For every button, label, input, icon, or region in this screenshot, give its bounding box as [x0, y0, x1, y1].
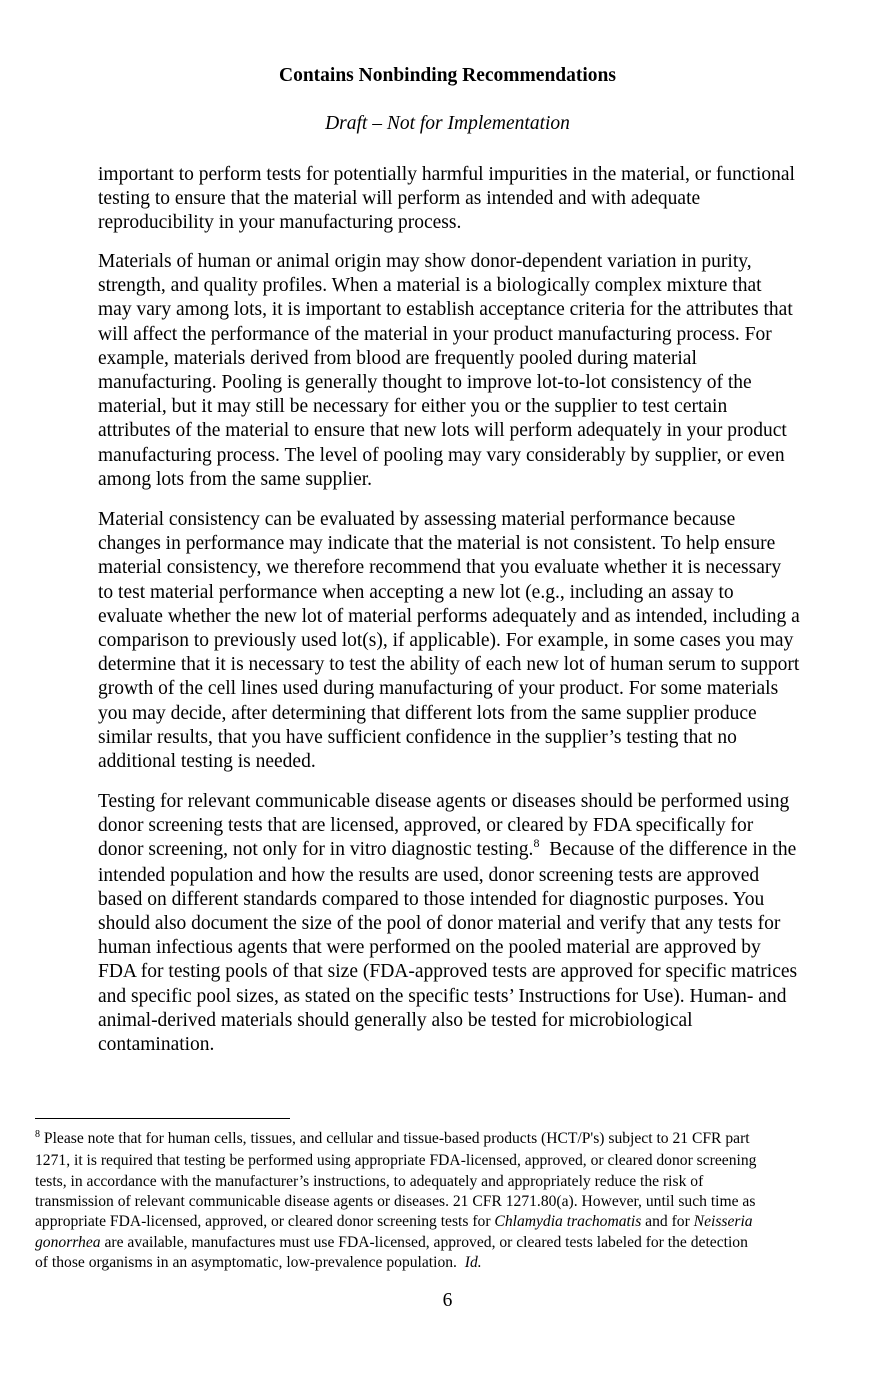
footnote-reference: 8	[35, 1129, 40, 1140]
text-line: attributes of the material to ensure that new lots will perform adequately in your product	[98, 420, 787, 442]
text-line: growth of the cell lines used during manufacturing of your product. For some materials	[98, 678, 779, 700]
text-line: additional testing is needed.	[98, 751, 316, 773]
text-line: to test material performance when accepting a new lot (e.g., including an assay to	[98, 581, 734, 603]
text-segment: appropriate FDA-licensed, approved, or cleared donor screening tests for	[35, 1213, 495, 1231]
body-paragraph	[98, 508, 878, 774]
text-line: manufacturing process. The level of pooling may vary considerably by supplier, or even	[98, 444, 785, 466]
text-segment: Chlamydia trachomatis	[494, 1213, 642, 1231]
text-line: determine that it is necessary to test the ability of each new lot of human serum to support	[98, 654, 800, 676]
text-line: important to perform tests for potentially harmful impurities in the material, or functional	[98, 164, 795, 185]
text-line	[35, 1212, 875, 1232]
text-line: 1271, it is required that testing be performed using appropriate FDA-licensed, approved, or cleared donor screening	[35, 1152, 757, 1170]
text-line: tests, in accordance with the manufacturer’s instructions, to adequately and appropriately reduce the risk of	[35, 1172, 704, 1190]
text-line: material consistency, we therefore recommend that you evaluate whether it is necessary	[98, 557, 782, 579]
footnote-separator	[35, 1118, 290, 1119]
text-line	[35, 1129, 875, 1151]
text-segment: Please note that for human cells, tissues, and cellular and tissue-based products (HCT/P's) subject to 21 CFR part	[40, 1130, 750, 1147]
text-line: you may decide, after determining that different lots from the same supplier produce	[98, 702, 757, 724]
text-line: comparison to previously used lot(s), if applicable). For example, in some cases you may	[98, 630, 794, 652]
body-paragraph	[98, 250, 878, 492]
page-number: 6	[442, 1290, 453, 1311]
footnote	[35, 1129, 875, 1273]
text-line: and specific pool sizes, as stated on the specific tests’ Instructions for Use). Human- and	[98, 985, 787, 1007]
text-line: donor screening tests that are licensed, approved, or cleared by FDA specifically for	[98, 815, 754, 837]
text-line: will affect the performance of the material in your product manufacturing process. For	[98, 323, 772, 345]
text-segment: and for	[641, 1213, 694, 1231]
text-line: Materials of human or animal origin may show donor-dependent variation in purity,	[98, 251, 752, 272]
body-paragraph	[98, 163, 878, 236]
text-segment: of those organisms in an asymptomatic, low-prevalence population.	[35, 1254, 465, 1272]
text-segment: gonorrhea	[35, 1233, 101, 1251]
text-line: should also document the size of the pool of donor material and verify that any tests for	[98, 913, 781, 935]
text-line: similar results, that you have sufficient confidence in the supplier’s testing that no	[98, 726, 737, 748]
text-line: material, but it may still be necessary for either you or the supplier to test certain	[98, 396, 728, 418]
footnote-reference: 8	[533, 836, 540, 851]
text-line: changes in performance may indicate that the material is not consistent. To help ensure	[98, 533, 776, 555]
text-segment: donor screening, not only for in vitro diagnostic testing.	[98, 839, 534, 861]
text-line: FDA for testing pools of that size (FDA-approved tests are approved for specific matrices	[98, 961, 798, 983]
text-line: transmission of relevant communicable disease agents or diseases. 21 CFR 1271.80(a). However, until such time as	[35, 1193, 756, 1211]
text-line: strength, and quality profiles. When a material is a biologically complex mixture that	[98, 275, 762, 297]
text-line: example, materials derived from blood are frequently pooled during material	[98, 347, 697, 369]
text-line	[35, 1253, 875, 1273]
text-line: contamination.	[98, 1034, 215, 1056]
document-header-title: Contains Nonbinding Recommendations	[279, 65, 616, 86]
document-draft-notice: Draft – Not for Implementation	[325, 113, 570, 134]
text-line: based on different standards compared to those intended for diagnostic purposes. You	[98, 888, 765, 910]
body-paragraph	[98, 790, 878, 1057]
text-line: Testing for relevant communicable disease agents or diseases should be performed using	[98, 791, 790, 812]
text-line	[35, 1233, 875, 1253]
text-segment: Id.	[464, 1254, 482, 1272]
text-line: intended population and how the results are used, donor screening tests are approved	[98, 864, 760, 886]
text-line: manufacturing. Pooling is generally thought to improve lot-to-lot consistency of the	[98, 372, 752, 394]
text-line: evaluate whether the new lot of material performs adequately and as intended, including a	[98, 605, 800, 627]
text-line: among lots from the same supplier.	[98, 468, 373, 490]
text-line: may vary among lots, it is important to establish acceptance criteria for the attributes that	[98, 299, 793, 321]
text-segment: Because of the difference in the	[539, 839, 797, 861]
text-line	[98, 838, 878, 863]
text-line: human infectious agents that were performed on the pooled material are approved by	[98, 937, 761, 959]
text-line: Material consistency can be evaluated by assessing material performance because	[98, 509, 736, 530]
text-line: animal-derived materials should generally also be tested for microbiological	[98, 1009, 693, 1031]
text-line: reproducibility in your manufacturing process.	[98, 212, 462, 234]
text-segment: are available, manufactures must use FDA-licensed, approved, or cleared tests labeled for the detection	[100, 1233, 748, 1251]
text-segment: Neisseria	[693, 1213, 753, 1231]
text-line: testing to ensure that the material will perform as intended and with adequate	[98, 188, 701, 210]
